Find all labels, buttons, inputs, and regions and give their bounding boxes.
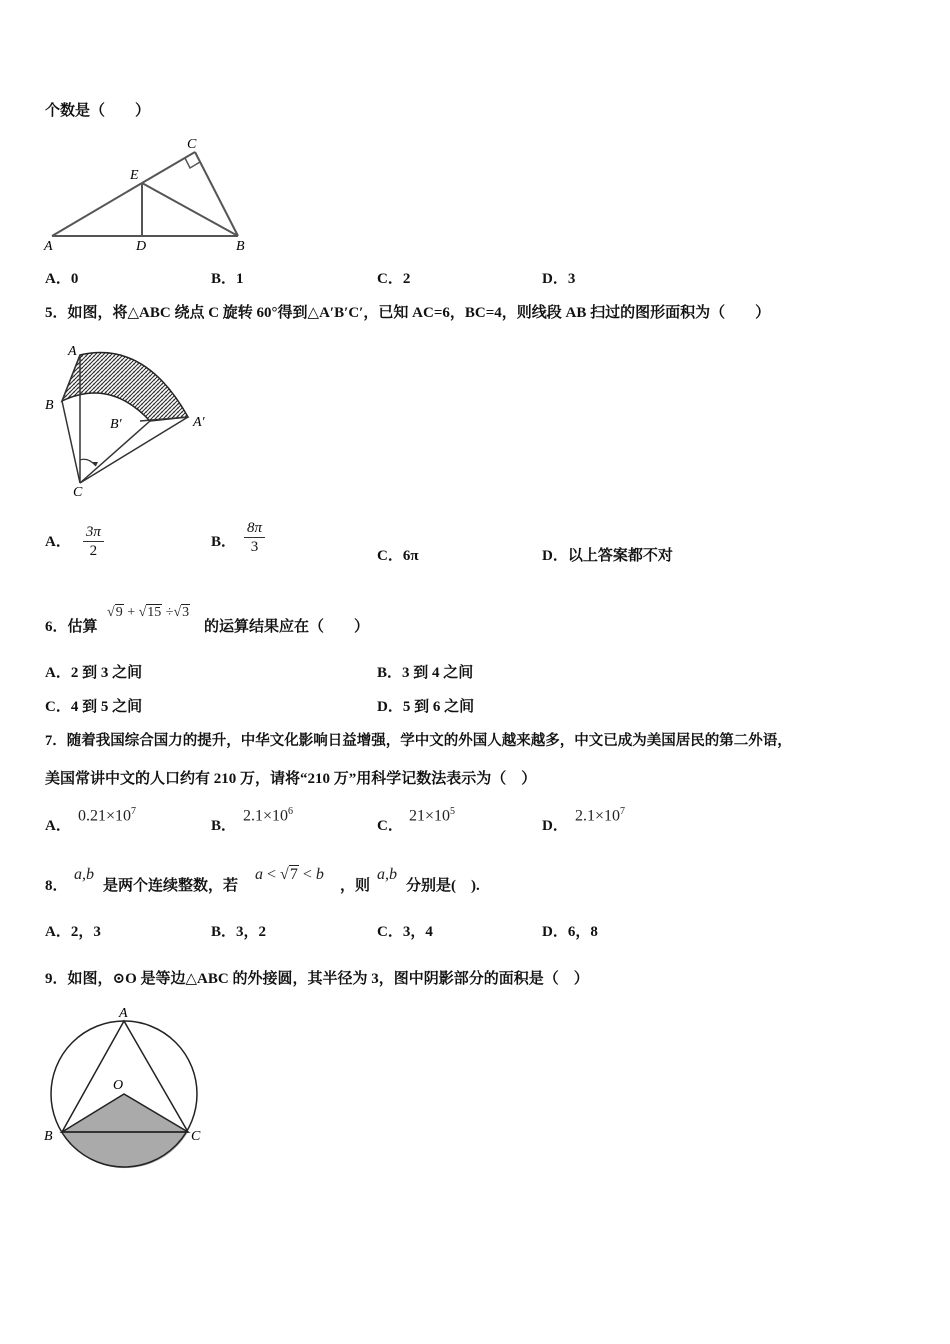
q8-ineq-lt-1: < bbox=[267, 866, 277, 883]
q8-ineq-a: a bbox=[255, 866, 263, 883]
q6-option-a[interactable]: A．2 到 3 之间 bbox=[45, 665, 143, 681]
q5-option-b-prefix: B． bbox=[211, 534, 237, 550]
q4-stem-tail: 个数是（ ） bbox=[45, 103, 151, 119]
q4-option-d[interactable]: D．3 bbox=[542, 271, 576, 287]
q7-option-a-exponent: 7 bbox=[131, 806, 137, 817]
q7-option-b-value bbox=[243, 806, 293, 825]
q5-option-a-prefix: A． bbox=[45, 533, 71, 550]
q9-label-a: A bbox=[119, 1006, 128, 1021]
q7-option-c-value bbox=[409, 806, 455, 825]
q7-option-b-prefix: B． bbox=[211, 818, 237, 834]
q5-option-b-denominator: 3 bbox=[250, 539, 259, 555]
q8-ab-2: a,b bbox=[377, 866, 397, 883]
q5-option-b-numerator: 8π bbox=[244, 519, 265, 538]
q5-stem: 5．如图，将△ABC 绕点 C 旋转 60°得到△A′B′C′，已知 AC=6，BC=4，则线段 AB 扫过的图形面积为（ ） bbox=[45, 305, 771, 321]
q9-stem: 9．如图，⊙O 是等边△ABC 的外接圆，其半径为 3，图中阴影部分的面积是（ ） bbox=[45, 971, 589, 987]
q7-option-d-exponent: 7 bbox=[620, 806, 626, 817]
q5-label-b-prime: B′ bbox=[110, 417, 122, 432]
q8-ineq-b: b bbox=[315, 866, 324, 883]
q8-text-1: 是两个连续整数，若 bbox=[103, 878, 239, 894]
q4-figure bbox=[40, 132, 255, 257]
q9-label-c: C bbox=[191, 1129, 201, 1144]
q5-label-a: A bbox=[68, 344, 77, 359]
q7-option-c[interactable] bbox=[377, 816, 403, 836]
q9-figure bbox=[40, 1002, 220, 1172]
q6-option-b[interactable]: B．3 到 4 之间 bbox=[377, 665, 474, 681]
q4-label-d: D bbox=[136, 239, 147, 254]
q8-sqrt-sign: √ bbox=[280, 866, 289, 883]
q6-expression bbox=[107, 605, 190, 621]
q4-option-c[interactable]: C．2 bbox=[377, 271, 411, 287]
q8-number: 8． bbox=[45, 878, 68, 894]
q7-stem-line-1: 7．随着我国综合国力的提升，中华文化影响日益增强，学中文的外国人越来越多，中文已成为美国居民的第二外语， bbox=[45, 733, 792, 749]
q5-option-a[interactable] bbox=[45, 523, 104, 560]
q6-plus: + bbox=[127, 605, 136, 620]
q5-option-a-fraction bbox=[83, 523, 104, 560]
q8-ab-1: a,b bbox=[74, 866, 94, 883]
q5-option-c[interactable]: C．6π bbox=[377, 548, 419, 564]
q4-option-a[interactable]: A．0 bbox=[45, 271, 79, 287]
q5-option-b[interactable] bbox=[211, 519, 265, 556]
q7-option-d[interactable] bbox=[542, 816, 568, 836]
q8-ineq-radicand: 7 bbox=[289, 866, 298, 883]
q8-option-c[interactable]: C．3，4 bbox=[377, 924, 433, 940]
q8-ineq-lt-2: < bbox=[302, 866, 312, 883]
q5-option-a-numerator: 3π bbox=[83, 523, 104, 542]
q4-label-c: C bbox=[187, 137, 197, 152]
q8-option-b[interactable]: B．3，2 bbox=[211, 924, 267, 940]
q4-label-b: B bbox=[236, 239, 245, 254]
q8-option-a[interactable]: A．2，3 bbox=[45, 924, 101, 940]
q5-figure bbox=[40, 338, 220, 503]
q6-radicand-2: 15 bbox=[147, 605, 162, 620]
q8-inequality bbox=[255, 866, 324, 884]
q7-option-c-exponent: 5 bbox=[450, 806, 456, 817]
q6-sqrt-sign-3: √ bbox=[173, 605, 182, 620]
q7-option-d-prefix: D． bbox=[542, 818, 568, 834]
q5-label-a-prime: A′ bbox=[193, 415, 205, 430]
q5-option-d[interactable]: D．以上答案都不对 bbox=[542, 548, 673, 564]
q7-option-b-exponent: 6 bbox=[288, 806, 294, 817]
q6-divide: ÷ bbox=[165, 605, 174, 620]
q7-option-c-prefix: C． bbox=[377, 818, 403, 834]
q6-option-c[interactable]: C．4 到 5 之间 bbox=[45, 699, 143, 715]
q7-option-d-value bbox=[575, 806, 625, 825]
q6-sqrt-sign-1: √ bbox=[107, 605, 115, 620]
q7-option-a-value bbox=[78, 806, 136, 825]
q4-label-e: E bbox=[130, 168, 139, 183]
q6-sqrt-sign-2: √ bbox=[138, 605, 147, 620]
q9-label-b: B bbox=[44, 1129, 53, 1144]
q6-suffix: 的运算结果应在（ ） bbox=[204, 619, 370, 635]
q7-option-b[interactable] bbox=[211, 816, 236, 836]
q7-option-a-base: 0.21×10 bbox=[78, 807, 132, 825]
q9-label-o: O bbox=[113, 1078, 124, 1093]
q4-label-a: A bbox=[44, 239, 53, 254]
q5-option-b-fraction bbox=[244, 519, 265, 556]
q7-option-a[interactable] bbox=[45, 816, 71, 836]
q6-prefix: 6．估算 bbox=[45, 619, 98, 635]
q7-option-b-base: 2.1×10 bbox=[243, 807, 289, 825]
q6-radicand-3: 3 bbox=[182, 605, 190, 620]
q4-option-b[interactable]: B．1 bbox=[211, 271, 244, 287]
q5-option-a-denominator: 2 bbox=[89, 543, 98, 559]
q6-radicand-1: 9 bbox=[115, 605, 123, 620]
q5-label-c: C bbox=[73, 485, 83, 500]
q7-option-d-base: 2.1×10 bbox=[575, 807, 621, 825]
q7-stem-line-2: 美国常讲中文的人口约有 210 万，请将“210 万”用科学记数法表示为（ ） bbox=[45, 771, 537, 787]
q8-text-2: ，则 bbox=[340, 878, 371, 894]
q5-label-b: B bbox=[45, 398, 54, 413]
q7-option-a-prefix: A． bbox=[45, 818, 71, 834]
q8-text-3: 分别是( ). bbox=[406, 878, 480, 894]
q7-option-c-base: 21×10 bbox=[409, 807, 451, 825]
q6-option-d[interactable]: D．5 到 6 之间 bbox=[377, 699, 475, 715]
q8-option-d[interactable]: D．6，8 bbox=[542, 924, 598, 940]
